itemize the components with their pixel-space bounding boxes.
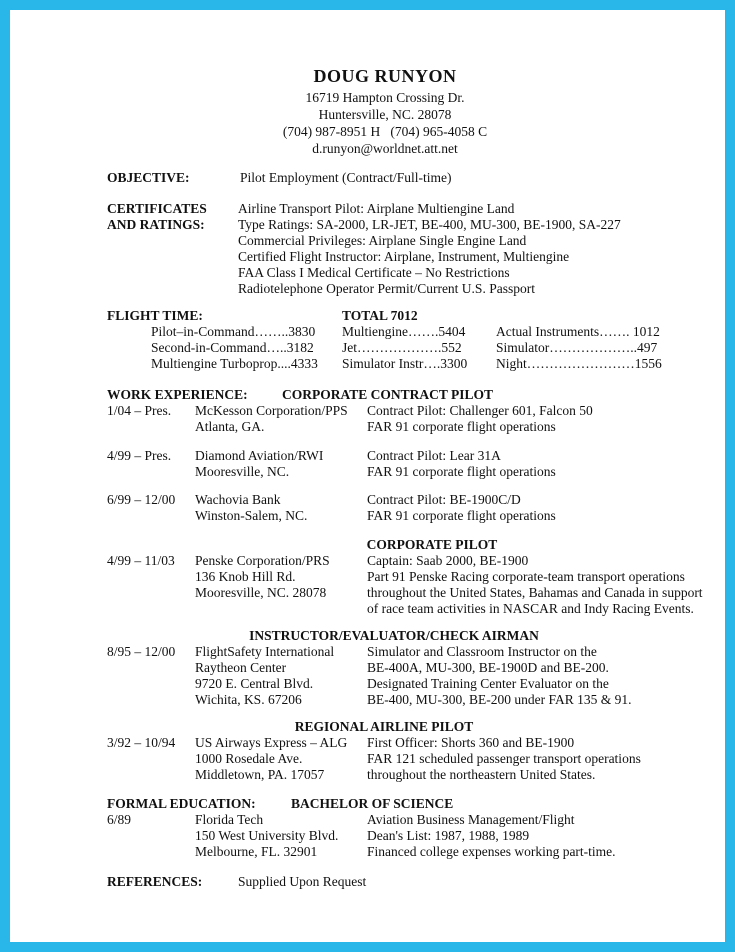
flight-time-entry: Actual Instruments……. 1012 <box>496 324 660 339</box>
work-experience-label: WORK EXPERIENCE: <box>107 387 248 402</box>
employer-line: Diamond Aviation/RWI <box>195 448 324 463</box>
job-employer <box>195 448 323 480</box>
section-title: CORPORATE CONTRACT PILOT <box>282 387 494 402</box>
duty-line: Contract Pilot: Challenger 601, Falcon 50 <box>367 403 593 418</box>
flight-time-entry: Night……………………1556 <box>496 356 662 371</box>
employer-line: Raytheon Center <box>195 660 287 675</box>
section-title: CORPORATE PILOT <box>366 537 498 552</box>
duty-line: Part 91 Penske Racing corporate-team transport operations <box>367 569 685 584</box>
employer-line: Penske Corporation/PRS <box>195 553 330 568</box>
flight-time-entry: Second-in-Command…..3182 <box>151 340 314 355</box>
education-details <box>367 812 616 860</box>
employer-line: Wichita, KS. 67206 <box>195 692 302 707</box>
education-detail-line: Dean's List: 1987, 1988, 1989 <box>367 828 530 843</box>
school-info <box>195 812 338 860</box>
flight-time-entry: Multiengine Turboprop....4333 <box>151 356 318 371</box>
address-line-1: 16719 Hampton Crossing Dr. <box>305 90 465 105</box>
email-address: d.runyon@worldnet.att.net <box>312 141 458 156</box>
school-line: Florida Tech <box>195 812 264 827</box>
job-duties <box>367 448 556 480</box>
school-line: 150 West University Blvd. <box>195 828 339 843</box>
flight-time-entry: Simulator Instr….3300 <box>342 356 468 371</box>
section-title: INSTRUCTOR/EVALUATOR/CHECK AIRMAN <box>249 628 539 643</box>
duty-line: throughout the United States, Bahamas and Canada in support <box>367 585 703 600</box>
duty-line: First Officer: Shorts 360 and BE-1900 <box>367 735 575 750</box>
education-label: FORMAL EDUCATION: <box>107 796 256 811</box>
address-line-2: Huntersville, NC. 28078 <box>318 107 452 122</box>
job-duties <box>367 644 632 708</box>
job-employer <box>195 492 307 524</box>
employer-line: McKesson Corporation/PPS <box>195 403 348 418</box>
employer-line: Middletown, PA. 17057 <box>195 767 325 782</box>
certificate-item: FAA Class I Medical Certificate – No Restrictions <box>238 265 510 280</box>
education-detail-line: Aviation Business Management/Flight <box>367 812 575 827</box>
employer-line: Wachovia Bank <box>195 492 281 507</box>
school-line: Melbourne, FL. 32901 <box>195 844 318 859</box>
flight-time-column-3 <box>496 324 662 372</box>
certificates-label: CERTIFICATES <box>107 201 207 216</box>
duty-line: BE-400A, MU-300, BE-1900D and BE-200. <box>367 660 609 675</box>
job-duties <box>367 735 641 783</box>
duty-line: Contract Pilot: BE-1900C/D <box>367 492 521 507</box>
job-employer <box>195 735 347 783</box>
job-dates: 3/92 – 10/94 <box>107 735 176 750</box>
job-duties <box>367 492 556 524</box>
duty-line: Contract Pilot: Lear 31A <box>367 448 501 463</box>
resume-page <box>10 10 725 942</box>
duty-line: FAR 121 scheduled passenger transport operations <box>367 751 641 766</box>
certificate-item: Type Ratings: SA-2000, LR-JET, BE-400, MU-300, BE-1900, SA-227 <box>238 217 621 232</box>
duty-line: FAR 91 corporate flight operations <box>367 508 556 523</box>
flight-time-label: FLIGHT TIME: <box>107 308 203 323</box>
job-dates: 1/04 – Pres. <box>107 403 172 418</box>
job-duties <box>367 553 703 617</box>
job-employer <box>195 403 348 435</box>
employer-line: Atlanta, GA. <box>195 419 265 434</box>
flight-time-entry: Jet……………….552 <box>342 340 462 355</box>
duty-line: BE-400, MU-300, BE-200 under FAR 135 & 91. <box>367 692 632 707</box>
certificate-item: Certified Flight Instructor: Airplane, Instrument, Multiengine <box>238 249 570 264</box>
ratings-label: AND RATINGS: <box>107 217 205 232</box>
employer-line: US Airways Express – ALG <box>195 735 348 750</box>
certificates-list <box>238 201 621 297</box>
references-label: REFERENCES: <box>107 874 203 889</box>
job-duties <box>367 403 593 435</box>
flight-time-column-1 <box>151 324 318 372</box>
job-dates: 8/95 – 12/00 <box>107 644 176 659</box>
employer-line: FlightSafety International <box>195 644 335 659</box>
applicant-name: DOUG RUNYON <box>313 66 457 86</box>
employer-line: Mooresville, NC. <box>195 464 290 479</box>
duty-line: Designated Training Center Evaluator on the <box>367 676 609 691</box>
employer-line: 1000 Rosedale Ave. <box>195 751 303 766</box>
duty-line: Simulator and Classroom Instructor on the <box>367 644 597 659</box>
education-date: 6/89 <box>107 812 132 827</box>
flight-time-column-2 <box>342 324 467 372</box>
objective-value: Pilot Employment (Contract/Full-time) <box>240 170 452 185</box>
job-dates: 4/99 – Pres. <box>107 448 172 463</box>
job-dates: 4/99 – 11/03 <box>107 553 175 568</box>
job-employer <box>195 644 334 708</box>
certificate-item: Commercial Privileges: Airplane Single Engine Land <box>238 233 527 248</box>
section-title: REGIONAL AIRLINE PILOT <box>294 719 474 734</box>
flight-time-entry: Pilot–in-Command……..3830 <box>151 324 316 339</box>
duty-line: FAR 91 corporate flight operations <box>367 464 556 479</box>
education-detail-line: Financed college expenses working part-time. <box>367 844 616 859</box>
job-dates: 6/99 – 12/00 <box>107 492 176 507</box>
duty-line: of race team activities in NASCAR and Indy Racing Events. <box>367 601 694 616</box>
flight-time-total: TOTAL 7012 <box>342 308 418 323</box>
phone-numbers: (704) 987-8951 H (704) 965-4058 C <box>282 124 488 139</box>
employer-line: Mooresville, NC. 28078 <box>195 585 327 600</box>
flight-time-entry: Multiengine…….5404 <box>342 324 466 339</box>
flight-time-entry: Simulator………………..497 <box>496 340 658 355</box>
objective-label: OBJECTIVE: <box>107 170 190 185</box>
employer-line: Winston-Salem, NC. <box>195 508 308 523</box>
references-value: Supplied Upon Request <box>238 874 367 889</box>
job-employer <box>195 553 330 601</box>
duty-line: throughout the northeastern United States. <box>367 767 596 782</box>
duty-line: FAR 91 corporate flight operations <box>367 419 556 434</box>
certificate-item: Radiotelephone Operator Permit/Current U.S. Passport <box>238 281 535 296</box>
employer-line: 9720 E. Central Blvd. <box>195 676 314 691</box>
degree-title: BACHELOR OF SCIENCE <box>291 796 454 811</box>
employer-line: 136 Knob Hill Rd. <box>195 569 296 584</box>
duty-line: Captain: Saab 2000, BE-1900 <box>367 553 529 568</box>
certificate-item: Airline Transport Pilot: Airplane Multiengine Land <box>238 201 515 216</box>
